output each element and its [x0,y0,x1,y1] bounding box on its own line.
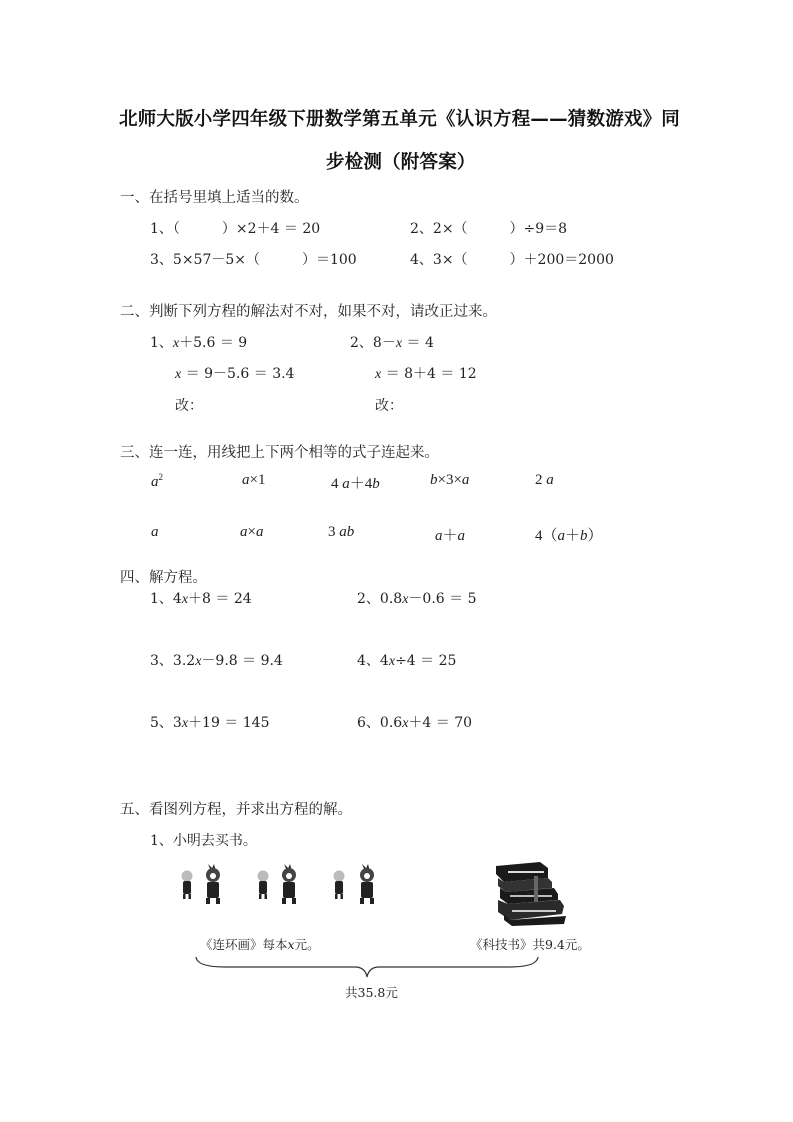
match-top-5[interactable]: 2 a [535,472,554,488]
variable: x [388,654,396,669]
item-number: 5、 [150,715,173,731]
variable: x [181,592,189,607]
variable: x [375,367,382,382]
total-caption: 共35.8元 [345,985,398,1000]
variable: x [195,654,202,669]
section1-item-2: 2、2×（ ）÷9＝8 [410,221,568,237]
equation-rest: －9.8 ＝ 9.4 [201,653,283,669]
variable: x [172,336,180,351]
comic-books-illustration [178,862,393,912]
variable: x [402,592,409,607]
variable: x [402,716,409,731]
section2-item-2-correction-label: 改： [375,398,403,414]
match-bottom-4[interactable]: a＋a [435,528,466,544]
item-number: 6、 [357,715,380,731]
equation-6 [357,712,472,732]
comic-books-caption [200,935,320,953]
comic-caption-post: 元。 [294,937,320,952]
total-brace [195,955,540,979]
match-bottom-3[interactable]: 3 ab [328,524,355,540]
coefficient: 0.8 [379,591,403,607]
equation-4 [357,650,456,670]
item-number: 1、 [150,335,173,351]
section2-item-2-equation [350,332,434,352]
coefficient: 3.2 [172,653,196,669]
section2-item-2-solution [375,363,477,383]
variable: x [395,336,403,351]
match-bottom-2[interactable]: a×a [240,524,264,540]
coefficient: 4 [379,653,389,669]
equation-rest: ＋19 ＝ 145 [188,715,270,731]
variable: x [287,937,295,952]
science-books-caption: 《科技书》共9.4元。 [470,937,590,952]
variable: x [175,367,182,382]
section1-item-4: 4、3×（ ）＋200＝2000 [410,252,614,268]
equation-rest: ＋5.6 ＝ 9 [179,335,248,351]
cartoon-figures-icon [178,862,393,912]
section4-heading: 四、解方程。 [120,570,207,586]
equation-1 [150,588,252,608]
match-top-1[interactable]: $a^2$ [151,472,163,490]
equation-rest: ＝ 4 [402,335,434,351]
match-bottom-5[interactable]: 4（a＋b） [535,528,603,544]
book-stack-icon [490,860,570,928]
section5-subquestion: 1、小明去买书。 [150,833,257,849]
section1-heading: 一、在括号里填上适当的数。 [120,190,309,206]
curly-brace-icon [195,955,540,979]
section1-item-3: 3、5×57－5×（ ）＝100 [150,252,357,268]
variable: x [181,716,189,731]
equation-rest: ＋8 ＝ 24 [188,591,252,607]
equation-rest: ÷4 ＝ 25 [395,653,457,669]
item-number: 2、8－ [350,335,396,351]
item-number: 3、 [150,653,173,669]
section2-item-1-solution [175,363,294,383]
item-number: 4、 [357,653,380,669]
section2-item-1-correction-label: 改： [175,398,203,414]
coefficient: 3 [172,715,182,731]
match-top-2[interactable]: a×1 [242,472,266,488]
section3-heading: 三、连一连，用线把上下两个相等的式子连起来。 [120,445,439,461]
equation-5 [150,712,270,732]
item-number: 1、 [150,591,173,607]
equation-2 [357,588,476,608]
coefficient: 4 [172,591,182,607]
solution-rest: ＝ 8＋4 ＝ 12 [381,366,477,382]
match-top-4[interactable]: b×3×a [430,472,470,488]
coefficient: 0.6 [379,715,403,731]
section5-heading: 五、看图列方程，并求出方程的解。 [120,802,352,818]
equation-rest: ＋4 ＝ 70 [408,715,473,731]
equation-3 [150,650,283,670]
equation-rest: －0.6 ＝ 5 [408,591,477,607]
section2-item-1-equation [150,332,247,352]
item-number: 2、 [357,591,380,607]
comic-caption-pre: 《连环画》每本 [200,937,288,952]
science-books-illustration [490,860,570,928]
document-title-line1: 北师大版小学四年级下册数学第五单元《认识方程——猜数游戏》同 [119,109,681,130]
match-top-3[interactable]: 4 a＋4b [331,476,380,492]
solution-rest: ＝ 9－5.6 ＝ 3.4 [181,366,295,382]
section2-heading: 二、判断下列方程的解法对不对，如果不对，请改正过来。 [120,304,497,320]
section1-item-1: 1、（ ）×2＋4 ＝ 20 [150,221,321,237]
match-bottom-1[interactable]: a [151,524,159,540]
document-title-line2: 步检测（附答案） [326,152,476,173]
